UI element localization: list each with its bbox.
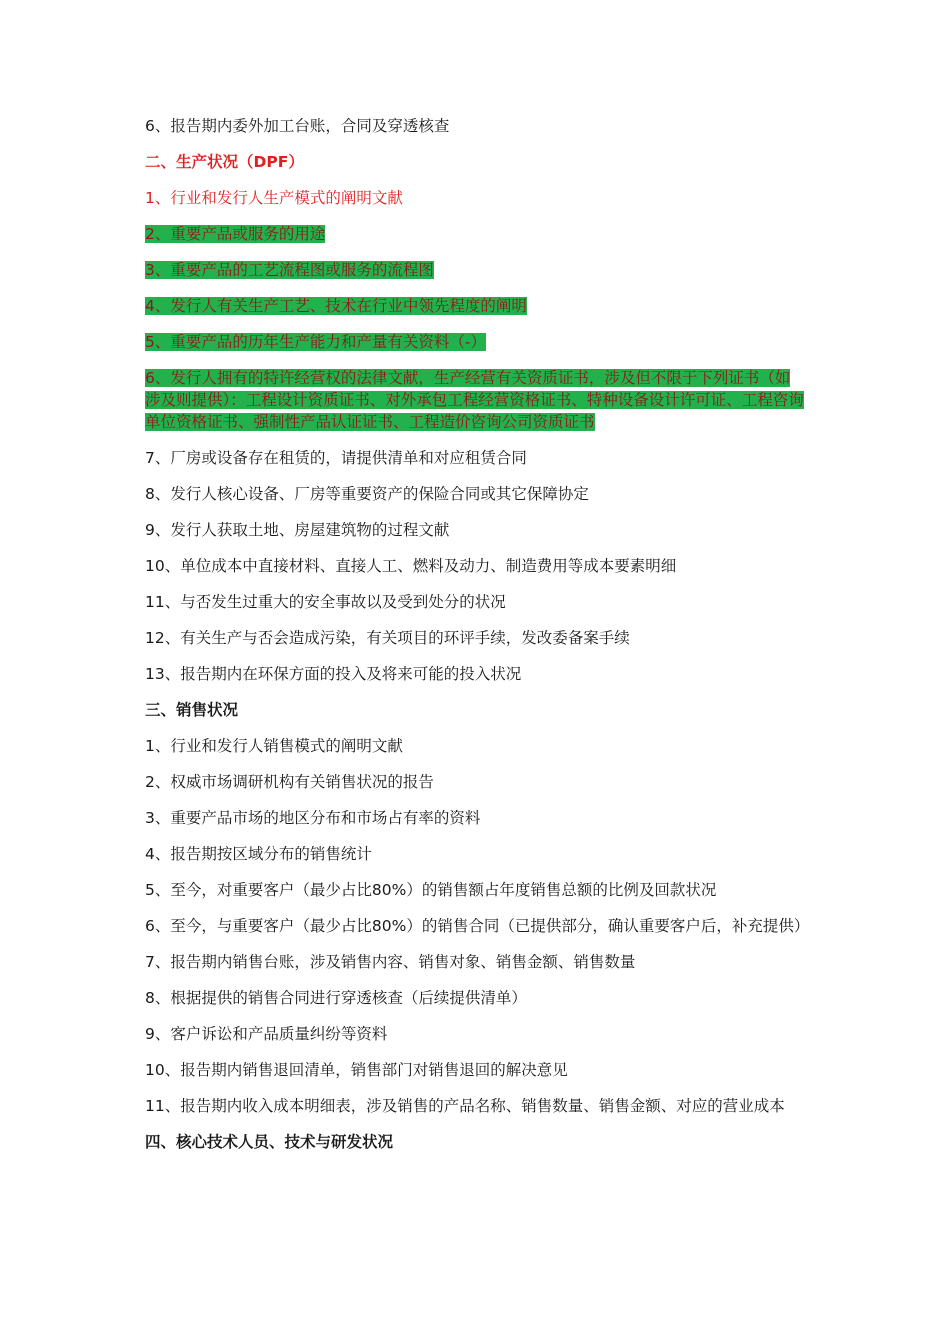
line-18: 3、重要产品市场的地区分布和市场占有率的资料: [145, 809, 481, 827]
line-22: 7、报告期内销售台账，涉及销售内容、销售对象、销售金额、销售数量: [145, 953, 636, 971]
section-heading-sales: 三、销售状况: [145, 701, 239, 719]
line-2: 1、行业和发行人生产模式的阐明文献: [145, 189, 403, 207]
section-heading-production: 二、生产状况（DPF）: [145, 153, 304, 171]
line-9: 8、发行人核心设备、厂房等重要资产的保险合同或其它保障协定: [145, 485, 589, 503]
line-25: 10、报告期内销售退回清单，销售部门对销售退回的解决意见: [145, 1061, 568, 1079]
line-21: 6、至今，与重要客户（最少占比80%）的销售合同（已提供部分，确认重要客户后，补充提供）: [145, 917, 810, 935]
line-11: 10、单位成本中直接材料、直接人工、燃料及动力、制造费用等成本要素明细: [145, 557, 677, 575]
line-12: 11、与否发生过重大的安全事故以及受到处分的状况: [145, 593, 506, 611]
line-8: 7、厂房或设备存在租赁的，请提供清单和对应租赁合同: [145, 449, 527, 467]
highlighted-line-3: 2、重要产品或服务的用途: [145, 225, 326, 243]
line-19: 4、报告期按区域分布的销售统计: [145, 845, 372, 863]
section-heading-tech: 四、核心技术人员、技术与研发状况: [145, 1133, 394, 1151]
line-24: 9、客户诉讼和产品质量纠纷等资料: [145, 1025, 388, 1043]
document-page: [145, 115, 810, 1167]
line-14: 13、报告期内在环保方面的投入及将来可能的投入状况: [145, 665, 522, 683]
line-26: 11、报告期内收入成本明细表，涉及销售的产品名称、销售数量、销售金额、对应的营业成本: [145, 1097, 785, 1115]
line-20: 5、至今，对重要客户（最少占比80%）的销售额占年度销售总额的比例及回款状况: [145, 881, 717, 899]
highlighted-line-5: 4、发行人有关生产工艺、技术在行业中领先程度的阐明: [145, 297, 527, 315]
highlighted-line-4: 3、重要产品的工艺流程图或服务的流程图: [145, 261, 434, 279]
line-13: 12、有关生产与否会造成污染，有关项目的环评手续，发改委备案手续: [145, 629, 630, 647]
line-17: 2、权威市场调研机构有关销售状况的报告: [145, 773, 434, 791]
highlighted-line-6: 5、重要产品的历年生产能力和产量有关资料（-）: [145, 333, 486, 351]
line-10: 9、发行人获取土地、房屋建筑物的过程文献: [145, 521, 450, 539]
line-23: 8、根据提供的销售合同进行穿透核查（后续提供清单）: [145, 989, 527, 1007]
line-0: 6、报告期内委外加工台账，合同及穿透核查: [145, 117, 450, 135]
highlighted-line-7: 6、发行人拥有的特许经营权的法律文献，生产经营有关资质证书，涉及但不限于下列证书（如涉及则提供）：工程设计资质证书、对外承包工程经营资格证书、特种设备设计许可证、工程咨询单位资格证书、强制性产品认证证书、工程造价咨询公司资质证书: [145, 369, 804, 431]
line-16: 1、行业和发行人销售模式的阐明文献: [145, 737, 403, 755]
